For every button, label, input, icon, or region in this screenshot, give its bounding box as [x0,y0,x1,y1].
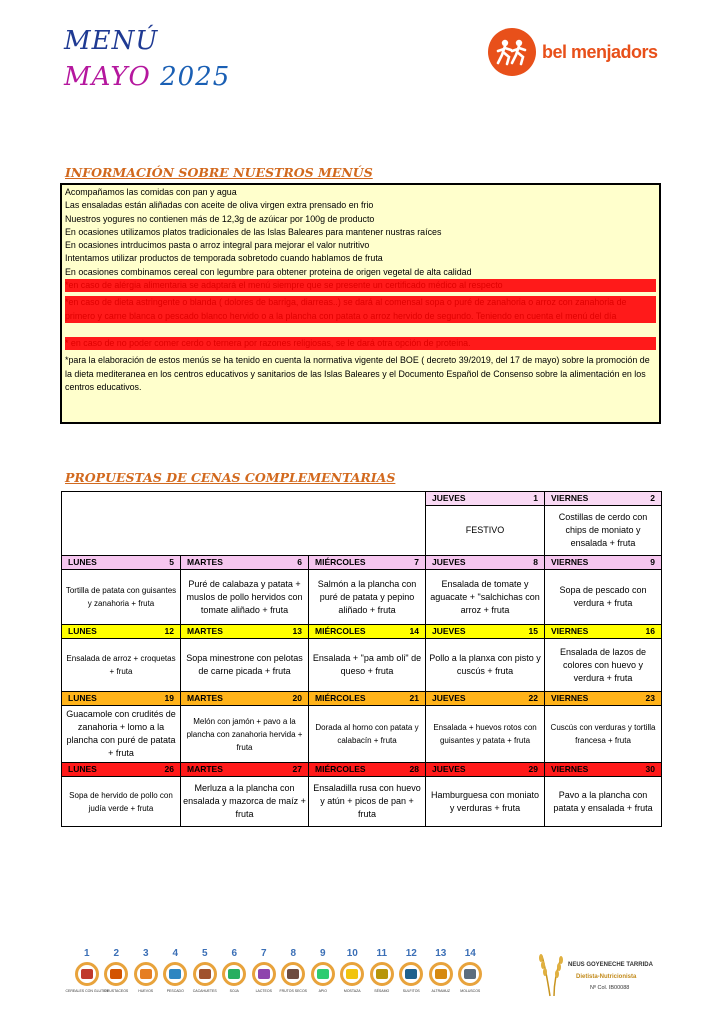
meal-cell: Tortilla de patata con guisantes y zanahoria + fruta [62,570,181,625]
allergen-icon [104,962,128,986]
day-header: MARTES 6 [181,556,309,570]
allergen-number: 4 [172,948,179,959]
day-header: VIERNES 30 [545,763,662,777]
day-header: JUEVES 8 [426,556,545,570]
day-header: JUEVES 1 [426,492,545,506]
allergen-number: 13 [435,948,447,959]
nutritionist-col-number: Nº Col. IB00088 [590,985,630,991]
info-box [60,183,661,424]
wheat-icon [528,948,572,998]
meal-cell: Salmón a la plancha con puré de patata y pepino aliñado + fruta [309,570,426,625]
meal-cell: Hamburguesa con moniato y verduras + fruta [426,777,545,827]
day-header: VIERNES 9 [545,556,662,570]
allergen-icon [163,962,187,986]
info-line: Las ensaladas están aliñadas con aceite de oliva virgen extra prensado en frio [65,200,374,211]
allergen-label: MOLUSCOS [460,989,481,993]
day-header: MIÉRCOLES 14 [309,625,426,639]
allergen-number: 14 [464,948,476,959]
dinner-menu-table [61,491,662,827]
meal-cell: Sopa de hervido de pollo con judía verde + fruta [62,777,181,827]
allergen-number: 8 [290,948,297,959]
meal-cell: Cuscús con verduras y tortilla francesa + fruta [545,706,662,763]
meal-cell: Ensaladilla rusa con huevo y atún + picos de pan + fruta [309,777,426,827]
dinners-section-title: PROPUESTAS DE CENAS COMPLEMENTARIAS [65,470,396,485]
diet-note: *en caso de dieta astringente o blanda ( dolores de barriga, diarreas..) se dará al comensal sopa o puré de zanahoria o arroz con zanahoria de primero y carne blanca o pescado blanco hervido o a la plancha con patata o arroz hervido de segundo. Teniendo en cuenta el menú del día [65,296,656,323]
title-month: MAYO [64,62,151,92]
nutritionist-name: NEUS GOYENECHE TARRIDA [568,962,653,968]
day-header: JUEVES 29 [426,763,545,777]
info-line: Nuestros yogures no contienen más de 12,3g de azúicar por 100g de producto [65,213,375,224]
allergen-item [338,948,368,993]
allergen-item [102,948,132,993]
day-header: LUNES 5 [62,556,181,570]
allergen-number: 7 [260,948,267,959]
allergen-item [456,948,486,993]
allergen-label: CEREALES CON GLUTEN [65,989,109,993]
day-header: MIÉRCOLES 28 [309,763,426,777]
allergen-icon [340,962,364,986]
allergen-number: 5 [201,948,208,959]
nutritionist-role: Dietista-Nutricionista [576,974,637,980]
nutritionist-signature [528,948,668,998]
allergen-item [190,948,220,993]
day-header: MIÉRCOLES 21 [309,692,426,706]
allergen-item [308,948,338,993]
title-menu: MENÚ [64,26,159,56]
allergen-number: 3 [142,948,149,959]
allergen-icon [370,962,394,986]
day-header: MARTES 13 [181,625,309,639]
running-kids-icon [488,28,536,76]
allergen-label: PESCADO [166,989,184,993]
meal-cell: Dorada al horno con patata y calabacín + fruta [309,706,426,763]
day-header: LUNES 12 [62,625,181,639]
meal-cell: Merluza a la plancha con ensalada y mazorca de maíz + fruta [181,777,309,827]
allergen-number: 12 [405,948,417,959]
allergen-item [249,948,279,993]
info-line: Acompañamos las comidas con pan y agua [65,187,237,197]
allergen-icon [134,962,158,986]
info-section-title: INFORMACIÓN SOBRE NUESTROS MENÚS [65,165,373,180]
title-month-year [64,62,230,92]
meal-cell: Pavo a la plancha con patata y ensalada + fruta [545,777,662,827]
allergen-number: 1 [83,948,90,959]
allergen-icon [281,962,305,986]
bel-menjadors-logo [488,28,658,76]
day-header: VIERNES 2 [545,492,662,506]
allergen-label: MOSTAZA [343,989,361,993]
info-line: En ocasiones intrducimos pasta o arroz integral para mejorar el valor nutritivo [65,240,370,251]
meal-cell: Costillas de cerdo con chips de moniato y ensalada + fruta [545,506,662,556]
title-year: 2025 [160,62,231,92]
allergen-label: SOJA [229,989,239,993]
allergen-label: LACTEOS [255,989,272,993]
info-line: En ocasiones combinamos cereal con legumbre para obtener proteina de origen vegetal de alta calidad [65,266,472,277]
allergen-icon [252,962,276,986]
allergen-icon [399,962,423,986]
allergen-item [65,948,109,993]
allergen-label: SÉSAMO [374,989,390,993]
meal-cell: Sopa de pescado con verdura + fruta [545,570,662,625]
allergen-item [131,948,161,993]
day-header: LUNES 26 [62,763,181,777]
allergy-note: *en caso de alérgia alimentaria se adaptará el menú siempre que se presente un certificado médico al respecto [65,279,656,292]
logo-text: bel menjadors [542,41,658,62]
allergen-label: HUEVOS [138,989,154,993]
allergen-icon [193,962,217,986]
allergen-item [367,948,397,993]
allergen-icon [458,962,482,986]
meal-cell: Ensalada de arroz + croquetas + fruta [62,639,181,692]
info-line: Intentamos utilizar productos de temporada sobretodo cuando hablamos de fruta [65,253,383,264]
meal-cell: Sopa minestrone con pelotas de carne picada + fruta [181,639,309,692]
allergen-item [279,948,309,993]
meal-cell: Puré de calabaza y patata + muslos de pollo hervidos con tomate aliñado + fruta [181,570,309,625]
meal-cell: Ensalada + "pa amb oli" de queso + fruta [309,639,426,692]
allergen-icon [222,962,246,986]
allergen-icon [429,962,453,986]
allergen-label: CACAHUETES [192,989,217,993]
meal-cell: FESTIVO [426,506,545,556]
meal-cell: Ensalada de lazos de colores con huevo y verdura + fruta [545,639,662,692]
allergen-label: SULFITOS [402,989,420,993]
meal-cell: Melón con jamón + pavo a la plancha con zanahoria hervida + fruta [181,706,309,763]
allergen-number: 2 [113,948,120,959]
allergen-label: CRUSTACEOS [104,989,129,993]
day-header: MIÉRCOLES 7 [309,556,426,570]
allergen-legend [65,948,485,993]
allergen-item [220,948,250,993]
allergen-item [397,948,427,993]
allergen-number: 10 [346,948,358,959]
info-line: En ocasiones utilizamos platos tradicionales de las Islas Baleares para mantener nustras raíces [65,226,442,237]
boe-note: *para la elaboración de estos menús se ha tenido en cuenta la normativa vigente del BOE ( decreto 39/2019, del 17 de mayo) sobre la promoción de la dieta mediteranea en los centros educativos y sanitarios de las Islas Baleares y el Documento Español de Consenso sobre la alimentación en los centros educativos. [65,355,650,392]
allergen-item [161,948,191,993]
day-header: MARTES 20 [181,692,309,706]
day-header: VIERNES 23 [545,692,662,706]
allergen-number: 6 [231,948,238,959]
meal-cell: Guacamole con crudités de zanahoria + lomo a la plancha con puré de patata + fruta [62,706,181,763]
allergen-label: APIO [318,989,327,993]
allergen-icon [311,962,335,986]
meal-cell: Ensalada de tomate y aguacate + "salchichas con arroz + fruta [426,570,545,625]
day-header: MARTES 27 [181,763,309,777]
meal-cell: Ensalada + huevos rotos con guisantes y patata + fruta [426,706,545,763]
day-header: JUEVES 15 [426,625,545,639]
day-header: VIERNES 16 [545,625,662,639]
allergen-label: FRUTOS SECOS [279,989,308,993]
meal-cell: Pollo a la planxa con pisto y cuscús + fruta [426,639,545,692]
religion-note: * en caso de no poder comer cerdo o ternera por razones religiosas, se le dará otra opción de proteina. [65,337,656,350]
allergen-item [426,948,456,993]
empty-cell [62,492,426,556]
allergen-icon [75,962,99,986]
allergen-number: 9 [319,948,326,959]
allergen-number: 11 [376,948,388,959]
day-header: LUNES 19 [62,692,181,706]
day-header: JUEVES 22 [426,692,545,706]
allergen-label: ALTRAMUZ [431,989,451,993]
